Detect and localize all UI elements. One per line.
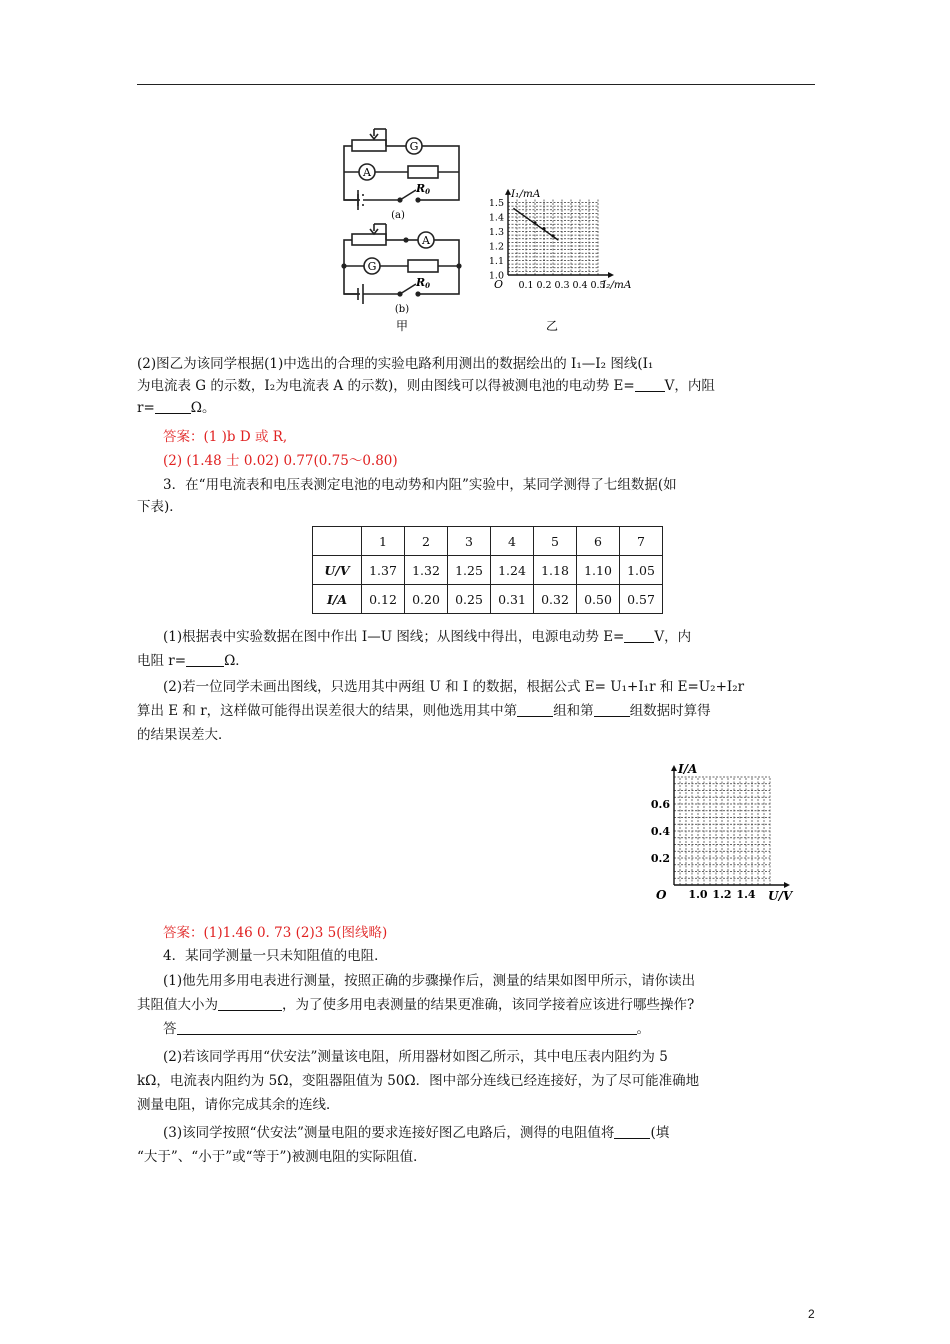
q4-s1-line1: (1)他先用多用电表进行测量，按照正确的步骤操作后，测量的结果如图甲所示，请你读出 [163, 973, 696, 989]
x-tick-label: 0.1 [518, 280, 534, 291]
meter-a-label-b: A [422, 234, 430, 247]
table-cell: U/V [313, 556, 362, 585]
x-axis-label: U/V [768, 889, 793, 902]
table-row [313, 556, 663, 585]
table-cell: 0.12 [362, 585, 405, 614]
x-tick-label: 0.2 [536, 280, 552, 291]
y-axis-label: I/A [678, 762, 698, 776]
table-cell: 5 [534, 527, 577, 556]
page-number: 2 [808, 1307, 815, 1321]
q2-line3: r= Ω。 [137, 400, 216, 416]
table-cell: 1.18 [534, 556, 577, 585]
x-tick-label: 1.0 [688, 888, 708, 901]
y-tick-label: 1.4 [488, 212, 504, 224]
table-cell: 1.32 [405, 556, 448, 585]
circuit-a-label: (a) [391, 210, 405, 221]
q4-s2-line1: (2)若该同学再用“伏安法”测量该电阻，所用器材如图乙所示，其中电压表内阻约为 5 [163, 1049, 668, 1065]
y-tick-label: 1.2 [488, 241, 504, 253]
x-tick-label: 1.2 [712, 888, 732, 901]
q3-line1: 3．在“用电流表和电压表测定电池的电动势和内阻”实验中，某同学测得了七组数据(如 [163, 477, 677, 493]
circuit-b-label: (b) [394, 304, 410, 315]
q4-title: 4．某同学测量一只未知阻值的电阻． [163, 948, 388, 964]
table-cell: 1 [362, 527, 405, 556]
table-cell: 0.31 [491, 585, 534, 614]
y-tick-label: 1.5 [488, 198, 504, 209]
q4-s1-line2: 其阻值大小为 ，为了使多用电表测量的结果更准确，该同学接着应该进行哪些操作? [137, 997, 695, 1013]
table-cell: 0.32 [534, 585, 577, 614]
i-u-chart [630, 752, 810, 902]
q4-s3-line2: “大于”、“小于”或“等于”)被测电阻的实际阻值． [137, 1149, 427, 1165]
q3-s2-line1: (2)若一位同学未画出图线，只选用其中两组 U 和 I 的数据，根据公式 E= U₁+I₁r 和 E=U₂+I₂r [163, 679, 745, 695]
table-row [313, 585, 663, 614]
y-axis-arrow [671, 765, 677, 771]
x-tick-label: 1.4 [736, 888, 756, 901]
q3-s1-line1: (1)根据表中实验数据在图中作出 I—U 图线；从图线中得出，电源电动势 E= V，内 [163, 629, 692, 645]
table-cell: 0.57 [620, 585, 663, 614]
meter-a-label-a: A [363, 166, 371, 179]
y-tick-label: 0.2 [650, 852, 670, 865]
table-cell: 1.24 [491, 556, 534, 585]
caption-left: 甲 [395, 319, 409, 333]
table-cell: 1.25 [448, 556, 491, 585]
table-cell: 6 [577, 527, 620, 556]
q3-s2-line2: 算出 E 和 r，这样做可能得出误差很大的结果，则他选用其中第 组和第 组数据时算得 [137, 703, 711, 719]
q3-s2-line3: 的结果误差大． [137, 727, 232, 743]
table-cell: 0.50 [577, 585, 620, 614]
y-tick-label: 1.3 [488, 227, 504, 238]
meter-g-label-a: G [409, 140, 419, 153]
table-cell: 7 [620, 527, 663, 556]
table-cell: 0.25 [448, 585, 491, 614]
table-cell: 1.05 [620, 556, 663, 585]
y-tick-label: 0.4 [650, 825, 670, 838]
data-point [551, 234, 554, 237]
table-cell: I/A [313, 585, 362, 614]
x-axis-label: I₂/mA [602, 279, 632, 291]
resistor-label-a: R0 [415, 182, 431, 196]
x-tick-label: 0.5 [590, 280, 606, 291]
data-point [542, 227, 545, 230]
table-cell: 4 [491, 527, 534, 556]
origin-label: O [494, 278, 504, 291]
data-point [533, 221, 536, 224]
q2-line2: 为电流表 G 的示数，I₂为电流表 A 的示数)，则由图线可以得被测电池的电动势 E= V，内阻 [137, 378, 715, 394]
i1-i2-chart [489, 188, 632, 291]
table-cell: 1.10 [577, 556, 620, 585]
y-axis-label: I₁/mA [511, 187, 541, 200]
x-tick-label: 0.3 [554, 280, 570, 291]
q3-line2: 下表)． [137, 499, 183, 515]
q2-answer2: (2) (1.48 士 0.02) 0.77(0.75～0.80) [163, 453, 398, 469]
table-cell: 3 [448, 527, 491, 556]
table-cell: 2 [405, 527, 448, 556]
q4-s2-line2: kΩ，电流表内阻约为 5Ω，变阻器阻值为 50Ω．图中部分连线已经连接好，为了尽可能准确地 [137, 1073, 700, 1089]
q2-answer1: 答案：(1 )b D 或 R, [163, 429, 288, 445]
origin-label: O [656, 888, 667, 902]
resistor-label-b: R0 [415, 276, 431, 290]
caption-right: 乙 [545, 319, 559, 333]
q2-line1: (2)图乙为该同学根据(1)中选出的合理的实验电路利用测出的数据绘出的 I₁—I₂ 图线(I₁ [137, 356, 654, 372]
q3-answer: 答案：(1)1.46 0. 73 (2)3 5(图线略) [163, 925, 388, 941]
y-tick-label: 1.0 [488, 270, 504, 282]
table-row [313, 527, 663, 556]
x-tick-label: 0.4 [572, 280, 588, 291]
x-axis-arrow [608, 272, 614, 278]
table-cell: 0.20 [405, 585, 448, 614]
y-tick-label: 1.1 [488, 256, 504, 267]
x-axis-arrow [784, 882, 790, 888]
data-table [312, 526, 663, 614]
q4-s1-line3: 答 。 [163, 1021, 650, 1037]
y-tick-label: 0.6 [650, 798, 670, 811]
header-rule [137, 84, 815, 85]
q4-s3-line1: (3)该同学按照“伏安法”测量电阻的要求连接好图乙电路后，测得的电阻值将 (填 [163, 1125, 670, 1141]
q4-s2-line3: 测量电阻，请你完成其余的连线． [137, 1097, 340, 1113]
figure-circuits-and-chart [330, 126, 660, 334]
meter-g-label-b: G [367, 260, 377, 273]
q3-s1-line2: 电阻 r= Ω． [137, 653, 249, 669]
table-cell: 1.37 [362, 556, 405, 585]
table-cell [313, 527, 362, 556]
